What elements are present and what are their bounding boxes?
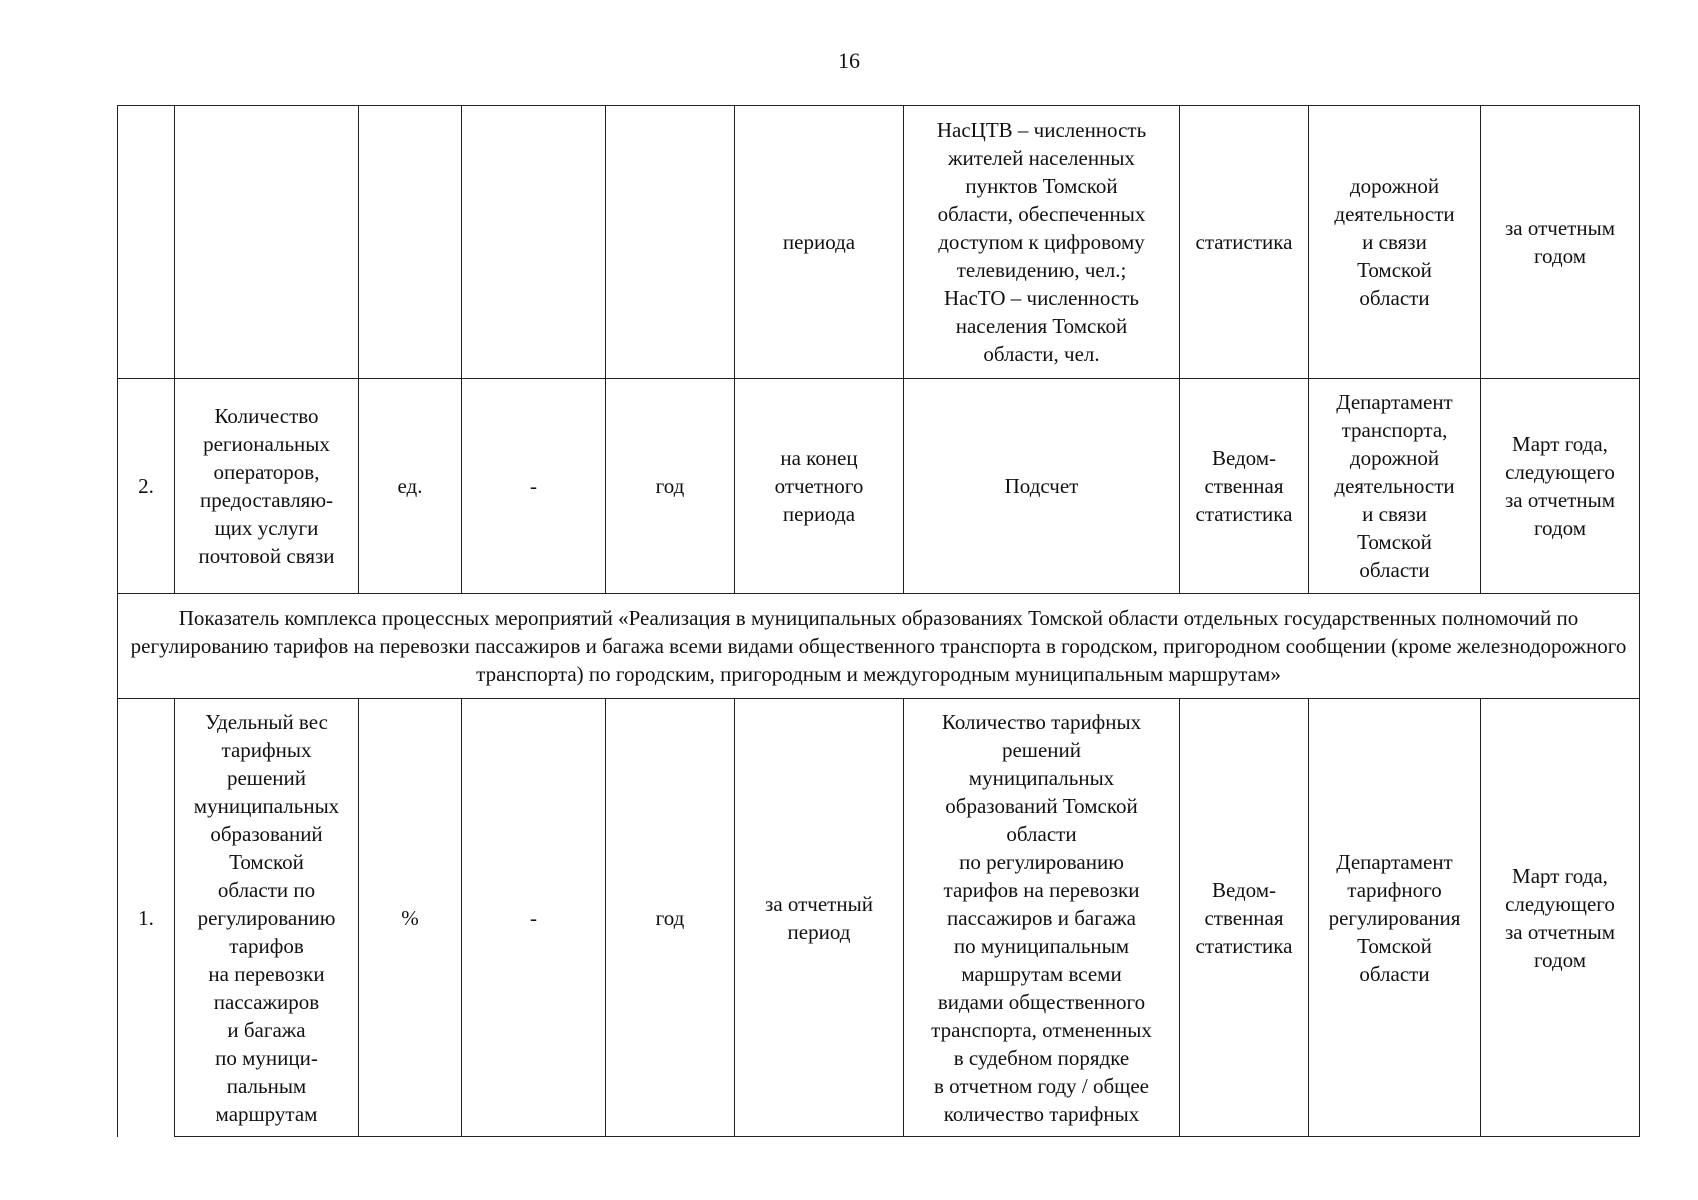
- cell-num: 2.: [118, 379, 175, 594]
- cell-num: 1.: [118, 699, 175, 1137]
- cell-method: Количество тарифных решений муниципальных образований Томской области по регулированию тарифов на перевозки пассажиров и багажа по муниципальным маршрутам всеми видами общественного транспорта, отмененных в судебном порядке в отчетном году / общее количество тарифных: [904, 699, 1180, 1137]
- cell-unit: [359, 106, 462, 379]
- table-row-continuation: [118, 106, 1640, 379]
- cell-source: Ведом- ственная статистика: [1180, 699, 1309, 1137]
- table-row-section-header: [118, 594, 1640, 699]
- cell-periodicity: год: [606, 699, 735, 1137]
- table-row-indicator-2: [118, 379, 1640, 594]
- table-row-indicator-1: [118, 699, 1640, 1137]
- cell-responsible: дорожной деятельности и связи Томской области: [1309, 106, 1481, 379]
- cell-period-type: за отчетный период: [735, 699, 904, 1137]
- cell-base: [462, 106, 606, 379]
- indicators-table: [117, 105, 1640, 1137]
- cell-responsible: Департамент тарифного регулирования Томской области: [1309, 699, 1481, 1137]
- page-number: 16: [838, 48, 860, 73]
- cell-name: [175, 106, 359, 379]
- cell-period-type: периода: [735, 106, 904, 379]
- cell-responsible: Департамент транспорта, дорожной деятельности и связи Томской области: [1309, 379, 1481, 594]
- cell-source: Ведом- ственная статистика: [1180, 379, 1309, 594]
- cell-base: -: [462, 379, 606, 594]
- cell-num: [118, 106, 175, 379]
- cell-unit: %: [359, 699, 462, 1137]
- cell-unit: ед.: [359, 379, 462, 594]
- section-header: Показатель комплекса процессных мероприятий «Реализация в муниципальных образованиях Томской области отдельных государственных полномочий по регулированию тарифов на перевозки пассажиров и багажа всеми видами общественного транспорта в городском, пригородном сообщении (кроме железнодорожного транспорта) по городским, пригородным и междугородным муниципальным маршрутам»: [118, 594, 1640, 699]
- cell-deadline: за отчетным годом: [1481, 106, 1640, 379]
- cell-name: Удельный вес тарифных решений муниципальных образований Томской области по регулированию тарифов на перевозки пассажиров и багажа по муници- пальным маршрутам: [175, 699, 359, 1137]
- cell-periodicity: [606, 106, 735, 379]
- cell-periodicity: год: [606, 379, 735, 594]
- cell-source: статистика: [1180, 106, 1309, 379]
- cell-method: Подсчет: [904, 379, 1180, 594]
- cell-base: -: [462, 699, 606, 1137]
- cell-deadline: Март года, следующего за отчетным годом: [1481, 699, 1640, 1137]
- cell-name: Количество региональных операторов, предоставляю- щих услуги почтовой связи: [175, 379, 359, 594]
- cell-deadline: Март года, следующего за отчетным годом: [1481, 379, 1640, 594]
- cell-period-type: на конец отчетного периода: [735, 379, 904, 594]
- cell-method: НасЦТВ – численность жителей населенных пунктов Томской области, обеспеченных доступом к цифровому телевидению, чел.; НасТО – численность населения Томской области, чел.: [904, 106, 1180, 379]
